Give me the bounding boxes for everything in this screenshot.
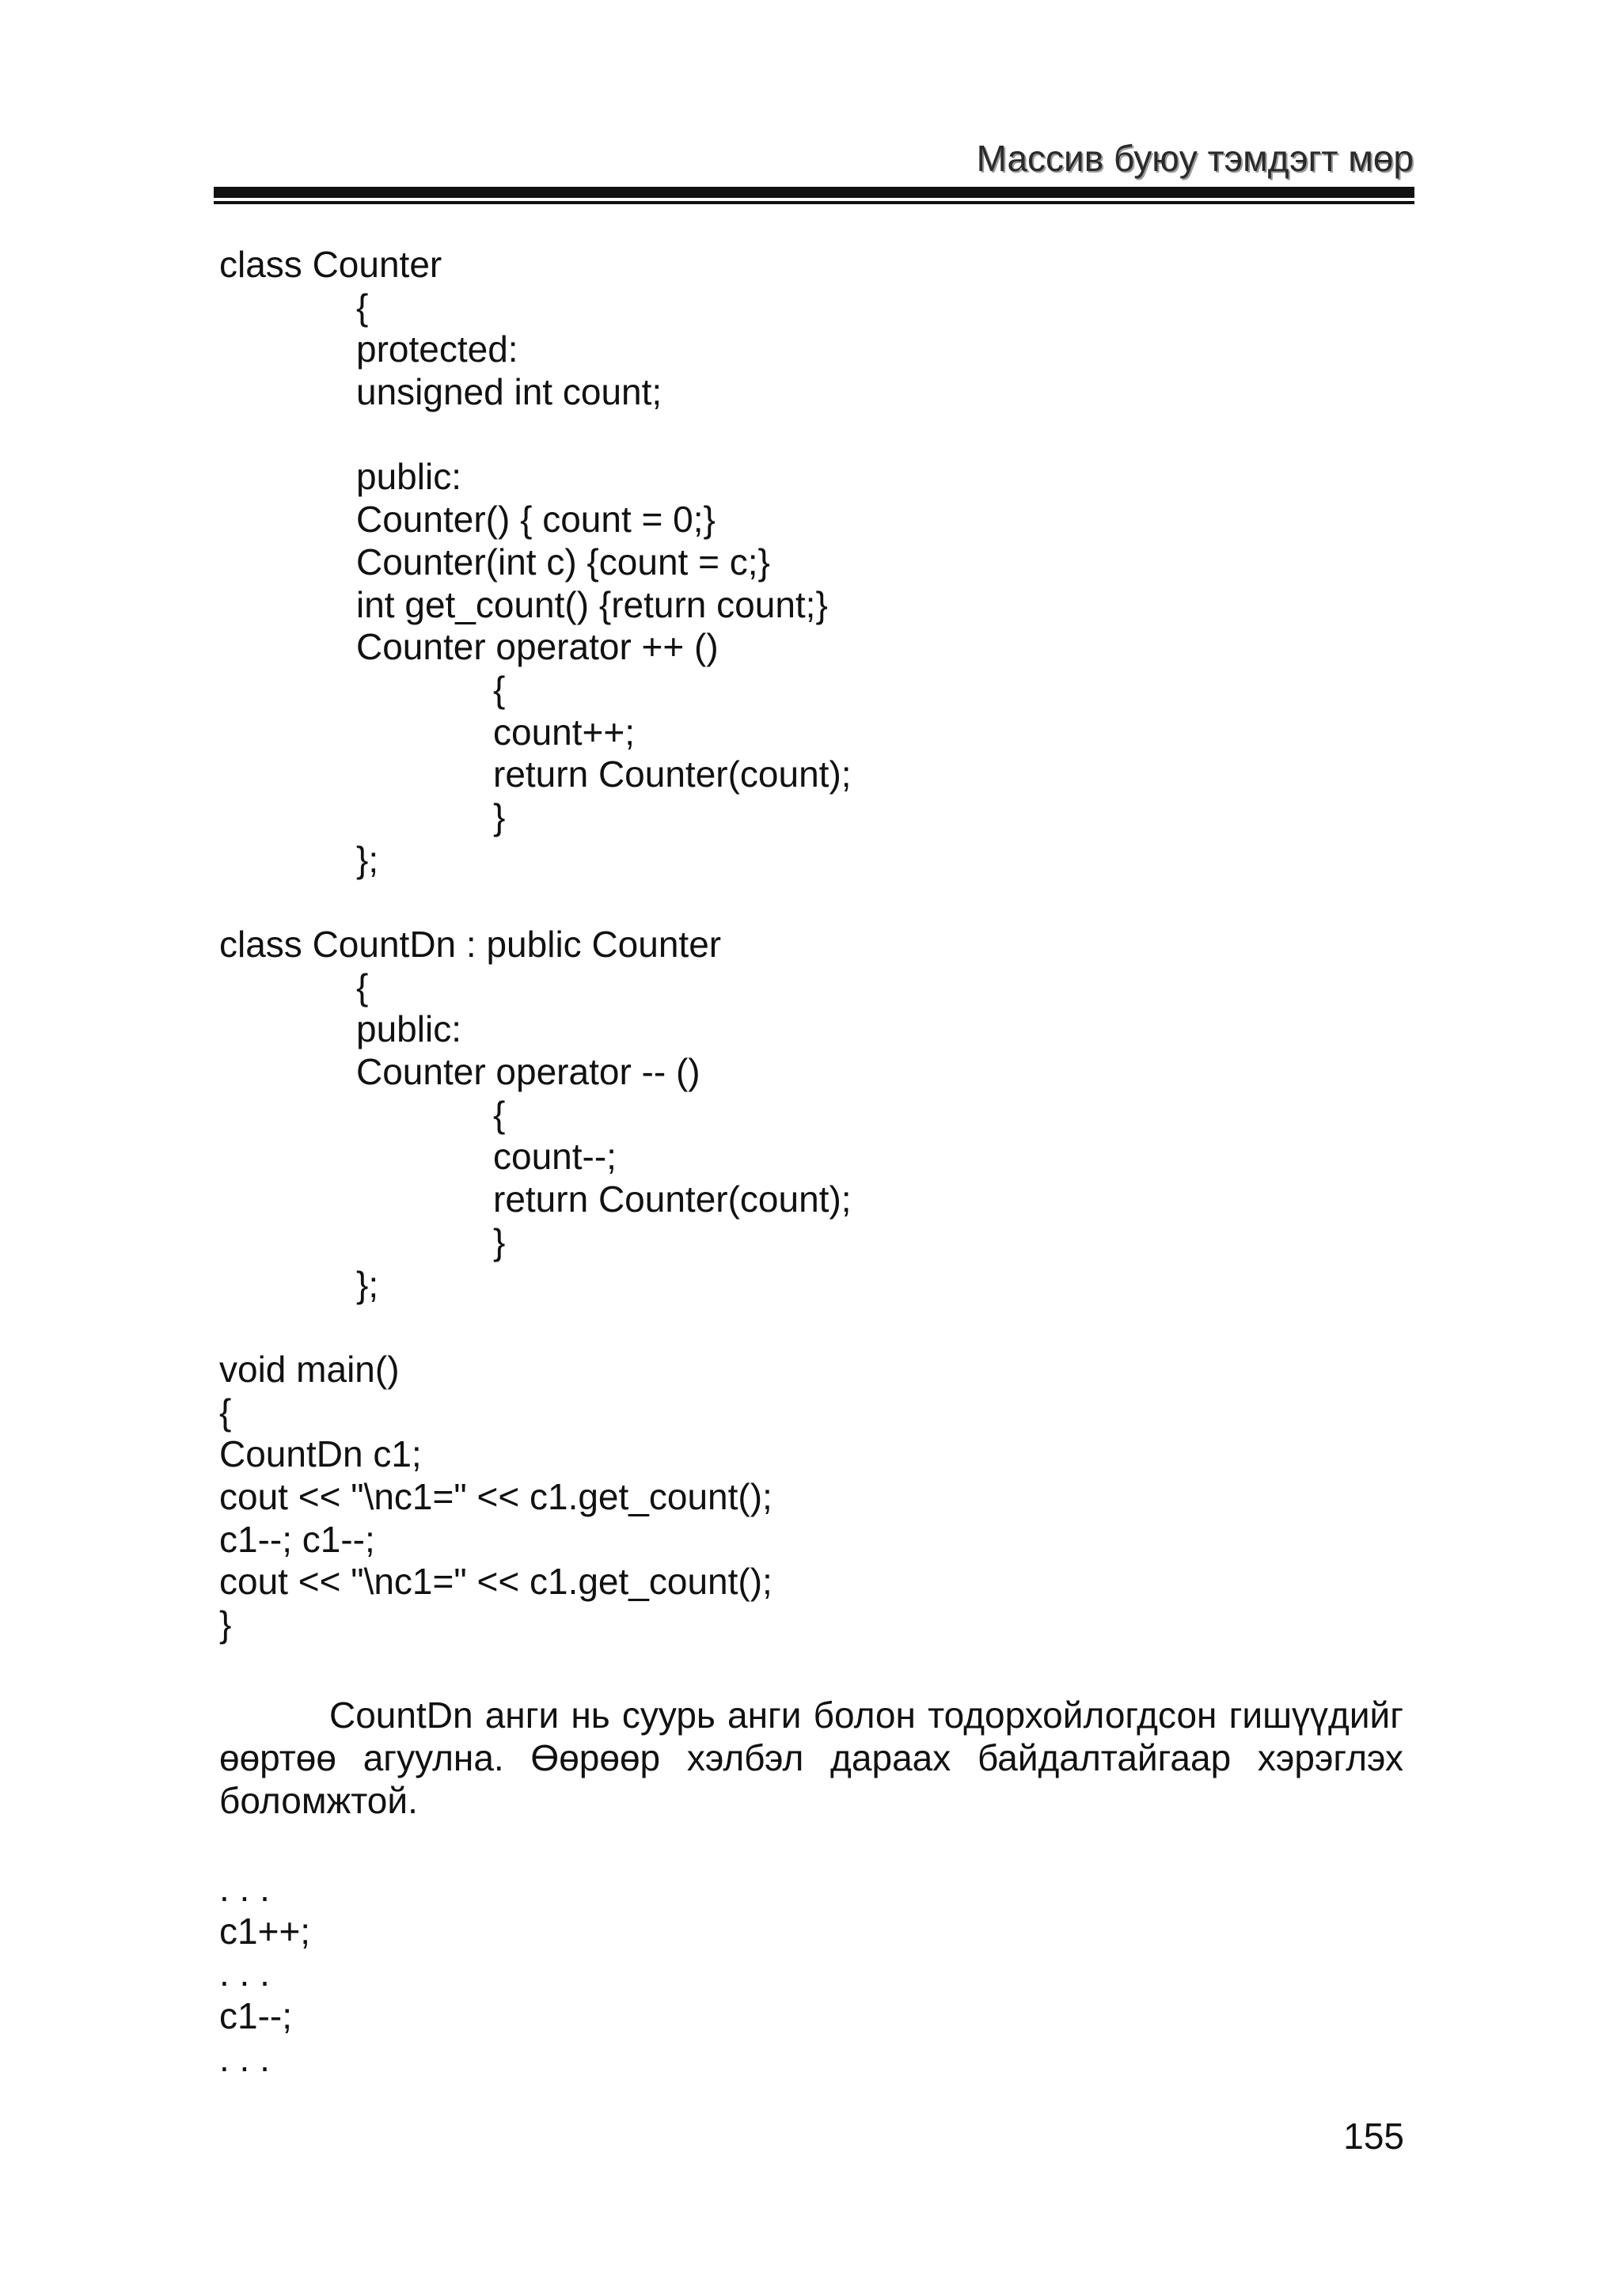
code-line: } — [493, 1220, 506, 1262]
code-line: class CountDn : public Counter — [219, 924, 722, 965]
code-line — [219, 1306, 852, 1349]
code-line: Counter() { count = 0;} — [356, 499, 716, 541]
code-line: c1--; c1--; — [219, 1518, 375, 1560]
running-header: Массив буюу тэмдэгт мөр — [976, 138, 1414, 179]
code-line: public: — [356, 456, 461, 498]
code-line: return Counter(count); — [493, 1178, 852, 1220]
code-line: } — [493, 795, 506, 837]
code-line: Counter operator ++ () — [356, 626, 719, 668]
snippet-line: . . . — [219, 1953, 270, 1994]
code-line — [219, 414, 852, 457]
code-line: { — [356, 286, 369, 328]
header-rule-thick — [214, 187, 1414, 198]
code-line — [219, 881, 852, 924]
code-listing — [219, 244, 852, 1646]
code-line: void main() — [219, 1348, 400, 1390]
header-rule-thin — [214, 201, 1414, 204]
code-line: } — [219, 1603, 232, 1645]
body-paragraph: CountDn анги нь суурь анги болон тодорхойлогдсон гишүүдийг өөртөө агуулна. Өөрөөр хэлбэл дараах байдалтайгаар хэрэглэх боломжтой. — [219, 1694, 1403, 1821]
snippet-line: . . . — [219, 1868, 270, 1909]
code-line: { — [493, 1093, 506, 1135]
code-line: { — [356, 966, 369, 1008]
snippet-line: c1++; — [219, 1910, 311, 1952]
code-line: Counter operator -- () — [356, 1051, 700, 1093]
code-line: }; — [356, 1263, 379, 1305]
code-line: unsigned int count; — [356, 371, 662, 413]
code-line: { — [219, 1391, 232, 1433]
code-line: int get_count() {return count;} — [356, 583, 828, 625]
code-line: }; — [356, 838, 379, 880]
code-line: Counter(int c) {count = c;} — [356, 541, 770, 583]
code-line: return Counter(count); — [493, 753, 852, 795]
code-line: cout << "\nc1=" << c1.get_count(); — [219, 1561, 773, 1603]
code-line: protected: — [356, 328, 518, 370]
snippet-line: . . . — [219, 2037, 270, 2079]
usage-snippet — [219, 1868, 310, 2080]
code-line: CountDn c1; — [219, 1433, 422, 1475]
code-line: count--; — [493, 1136, 617, 1178]
code-line: count++; — [493, 711, 636, 753]
code-line: class Counter — [219, 244, 442, 285]
code-line: public: — [356, 1008, 461, 1050]
page-number: 155 — [1343, 2116, 1404, 2157]
code-line: { — [493, 668, 506, 710]
snippet-line: c1--; — [219, 1995, 292, 2037]
code-line: cout << "\nc1=" << c1.get_count(); — [219, 1475, 773, 1517]
